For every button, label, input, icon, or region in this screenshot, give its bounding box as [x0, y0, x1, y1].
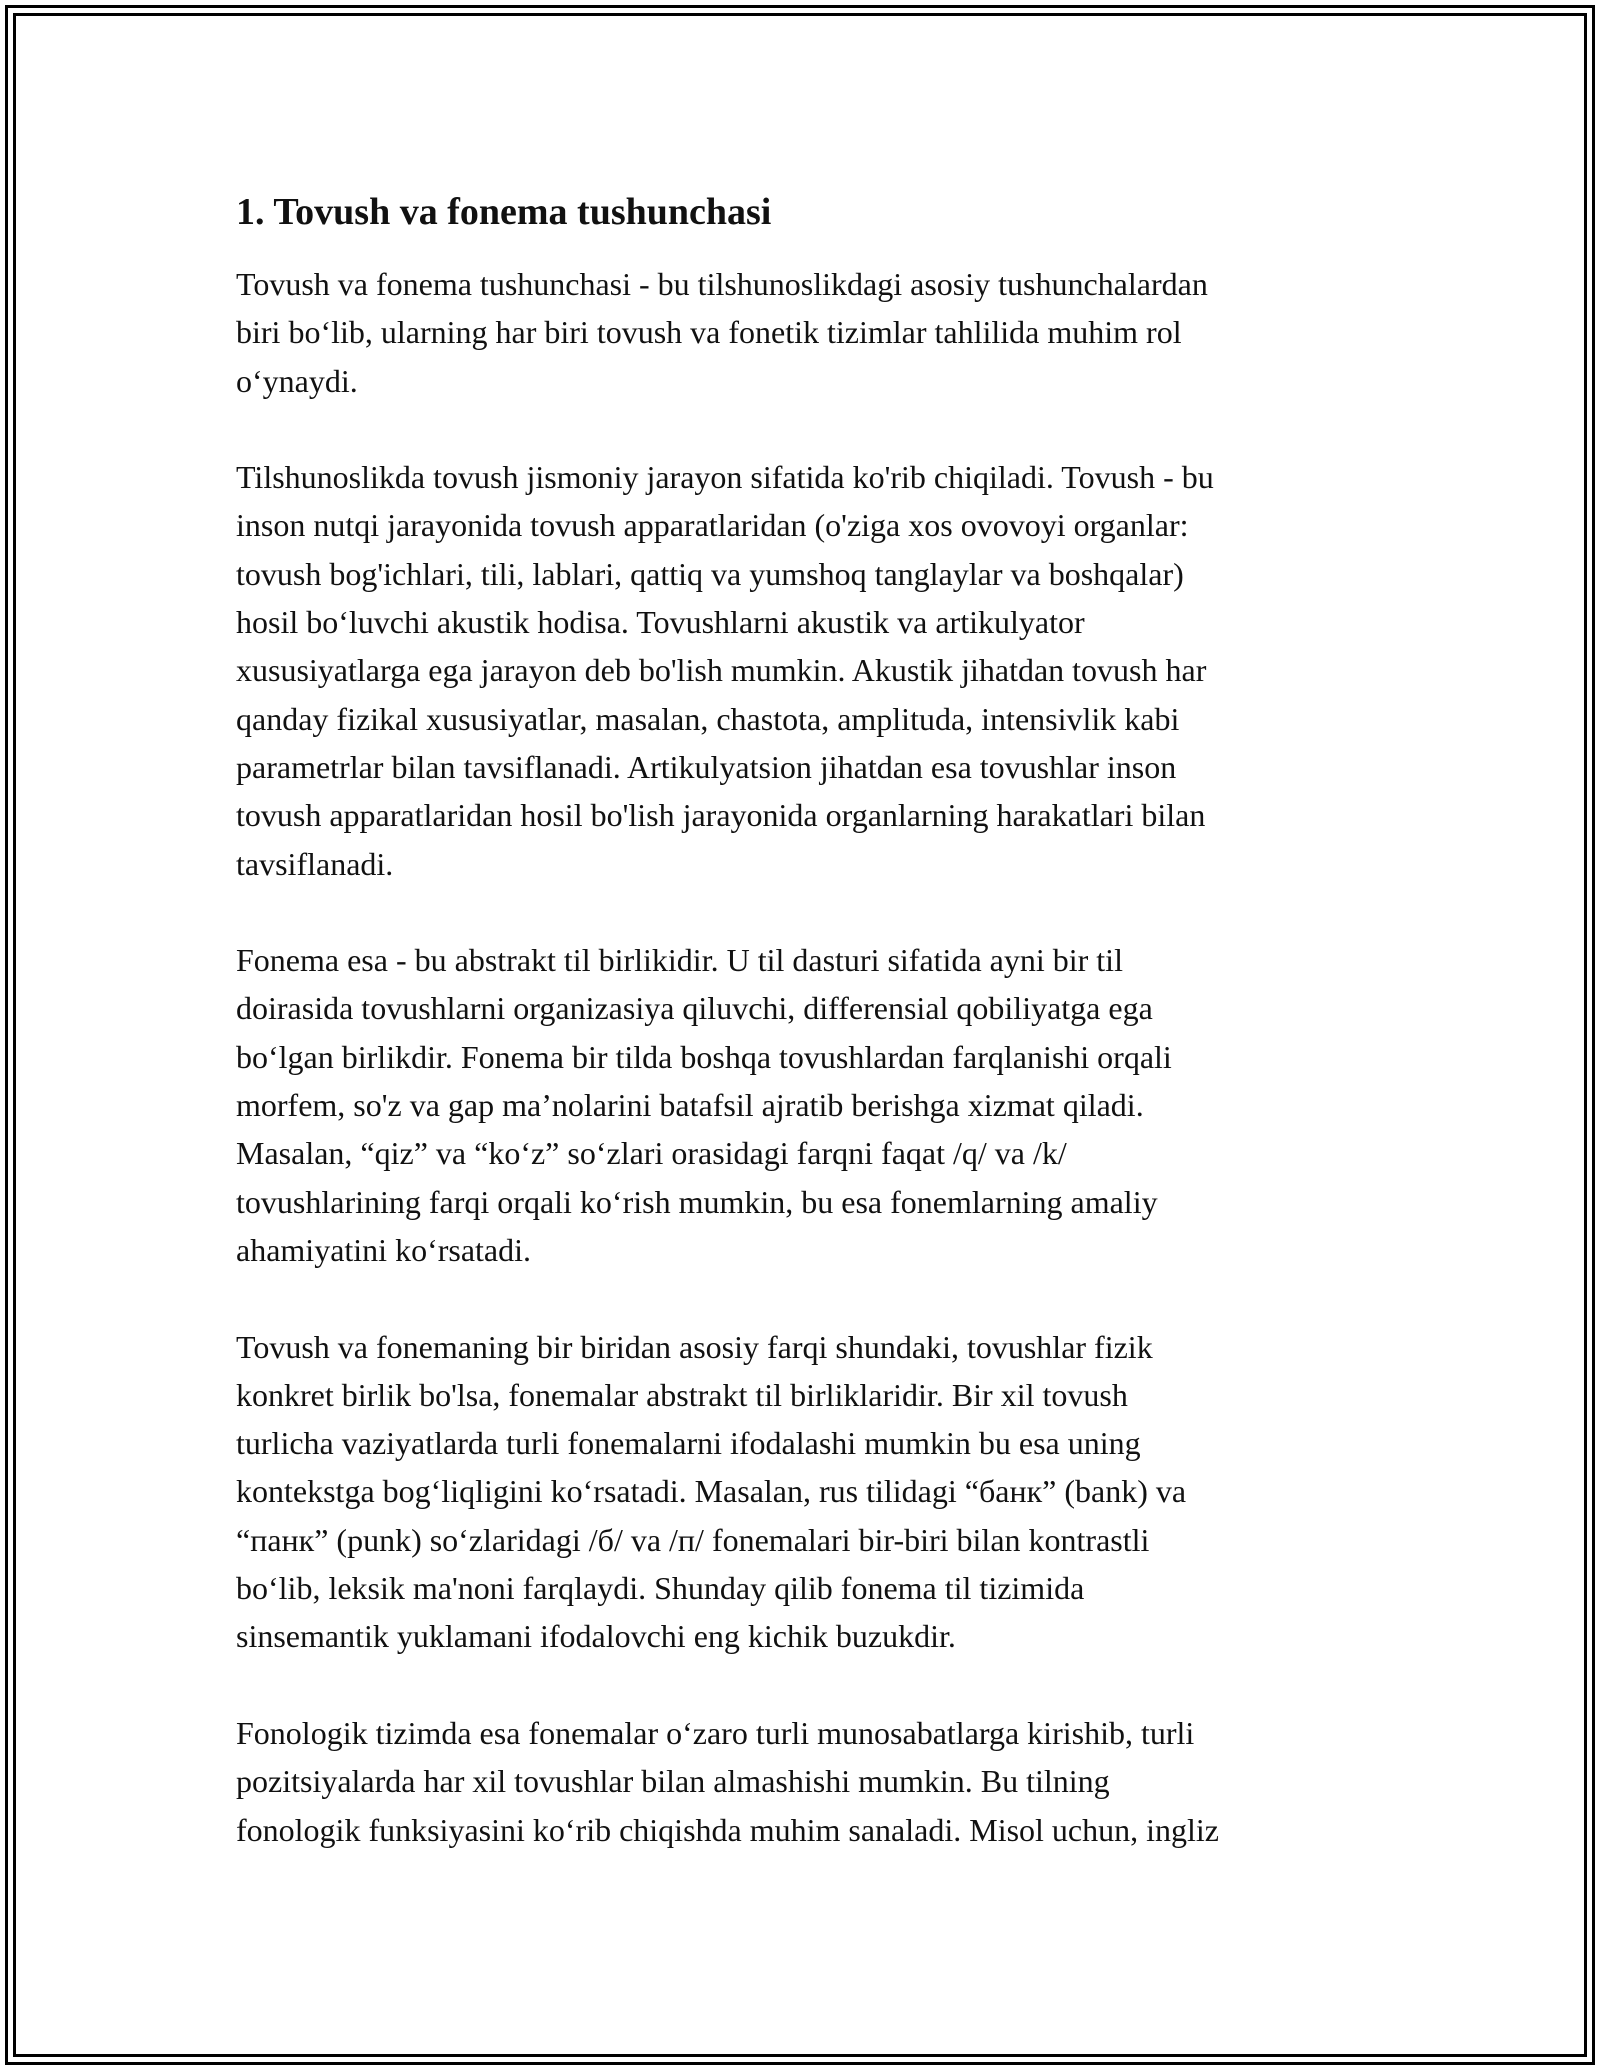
- text-line: bo‘lgan birlikdir. Fonema bir tilda boshqa tovushlardan farqlanishi orqali: [236, 1038, 1172, 1075]
- text-line: parametrlar bilan tavsiflanadi. Artikulyatsion jihatdan esa tovushlar inson: [236, 748, 1177, 785]
- text-line: tovush bog'ichlari, tili, lablari, qattiq va yumshoq tanglaylar va boshqalar): [236, 555, 1184, 592]
- text-line: pozitsiyalarda har xil tovushlar bilan almashishi mumkin. Bu tilning: [236, 1763, 1110, 1800]
- text-line: tavsiflanadi.: [236, 845, 394, 882]
- section-heading: 1. Tovush va fonema tushunchasi: [236, 191, 772, 233]
- text-line: inson nutqi jarayonida tovush apparatlaridan (o'ziga xos ovovoyi organlar:: [236, 507, 1189, 544]
- text-line: bo‘lib, leksik ma'noni farqlaydi. Shunday qilib fonema til tizimida: [236, 1570, 1085, 1607]
- text-line: o‘ynaydi.: [236, 362, 358, 399]
- text-line: sinsemantik yuklamani ifodalovchi eng kichik buzukdir.: [236, 1618, 956, 1655]
- text-line: qanday fizikal xususiyatlar, masalan, chastota, amplituda, intensivlik kabi: [236, 700, 1180, 737]
- paragraph-2: [236, 453, 1386, 888]
- text-line: Tovush va fonema tushunchasi - bu tilshunoslikdagi asosiy tushunchalardan: [236, 266, 1208, 302]
- paragraph-4: [236, 1323, 1386, 1661]
- text-line: turlicha vaziyatlarda turli fonemalarni ifodalashi mumkin bu esa uning: [236, 1425, 1141, 1462]
- text-line: Fonema esa - bu abstrakt til birlikidir. U til dasturi sifatida ayni bir til: [236, 942, 1123, 979]
- text-line: Tovush va fonemaning bir biridan asosiy farqi shundaki, tovushlar fizik: [236, 1328, 1153, 1365]
- paragraph-3: [236, 936, 1386, 1274]
- paragraph-5: [236, 1709, 1386, 1854]
- text-line: morfem, so'z va gap ma’nolarini batafsil ajratib berishga xizmat qiladi.: [236, 1087, 1144, 1124]
- text-line: tovush apparatlaridan hosil bo'lish jarayonida organlarning harakatlari bilan: [236, 797, 1206, 834]
- text-line: biri bo‘lib, ularning har biri tovush va fonetik tizimlar tahlilida muhim rol: [236, 314, 1182, 351]
- text-line: Tilshunoslikda tovush jismoniy jarayon sifatida ko'rib chiqiladi. Tovush - bu: [236, 459, 1214, 496]
- text-line: xususiyatlarga ega jarayon deb bo'lish mumkin. Akustik jihatdan tovush har: [236, 652, 1207, 689]
- text-line: fonologik funksiyasini ko‘rib chiqishda muhim sanaladi. Misol uchun, ingliz: [236, 1811, 1219, 1848]
- document-body: [236, 186, 1386, 1902]
- text-line: Masalan, “qiz” va “ko‘z” so‘zlari orasidagi farqni faqat /q/ va /k/: [236, 1135, 1067, 1172]
- text-line: “панк” (punk) so‘zlaridagi /б/ va /п/ fonemalari bir-biri bilan kontrastli: [236, 1521, 1150, 1558]
- paragraph-1: [236, 260, 1386, 405]
- text-line: Fonologik tizimda esa fonemalar o‘zaro turli munosabatlarga kirishib, turli: [236, 1714, 1195, 1751]
- text-line: doirasida tovushlarni organizasiya qiluvchi, differensial qobiliyatga ega: [236, 990, 1153, 1027]
- text-line: hosil bo‘luvchi akustik hodisa. Tovushlarni akustik va artikulyator: [236, 604, 1085, 641]
- text-line: tovushlarining farqi orqali ko‘rish mumkin, bu esa fonemlarning amaliy: [236, 1183, 1158, 1220]
- text-line: ahamiyatini ko‘rsatadi.: [236, 1231, 532, 1268]
- text-line: konkret birlik bo'lsa, fonemalar abstrakt til birliklaridir. Bir xil tovush: [236, 1376, 1128, 1413]
- text-line: kontekstga bog‘liqligini ko‘rsatadi. Masalan, rus tilidagi “банк” (bank) va: [236, 1473, 1187, 1510]
